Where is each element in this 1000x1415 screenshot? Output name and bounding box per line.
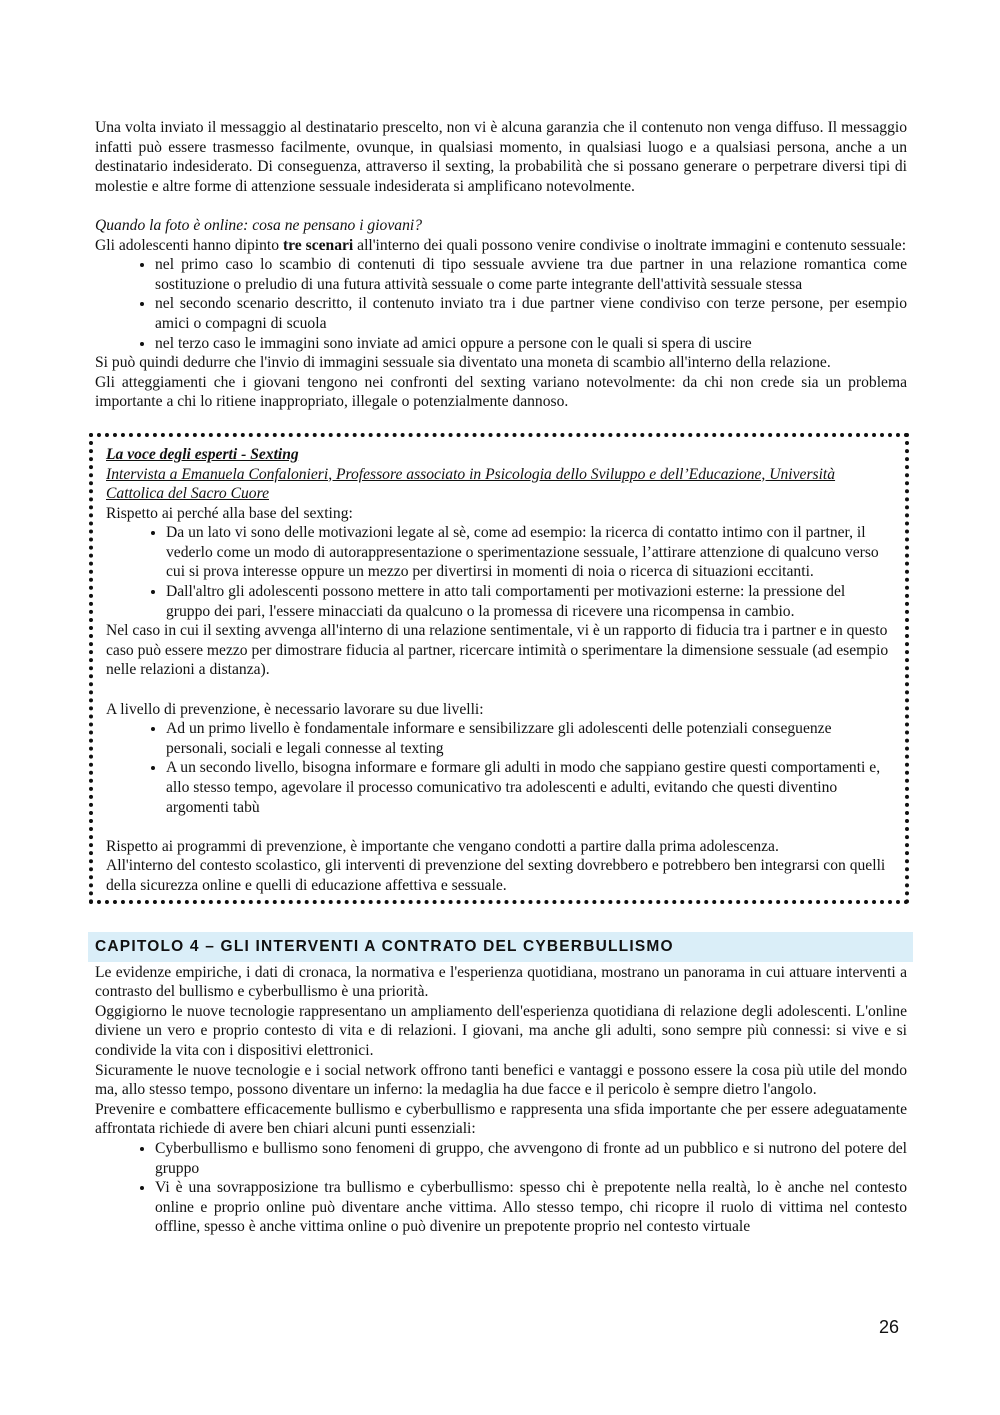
chapter-heading: CAPITOLO 4 – GLI INTERVENTI A CONTRATO DEL CYBERBULLISMO: [88, 932, 913, 962]
essential-points-list: [95, 1139, 907, 1237]
expert-reasons-intro: Rispetto ai perché alla base del sexting:: [106, 504, 353, 522]
list-item: • Da un lato vi sono delle motivazioni legate al sè, come ad esempio: la ricerca di contatto intimo con il partner, il vederlo come un modo di autorappresentazione o sperimentazione sessuale, l’attirare attenzione di qualcuno verso cui si prova interesse oppure un mezzo per divertirsi in momenti di noia o ricerca di situazioni eccitanti.: [166, 523, 893, 582]
youth-lead-text-end: all'interno dei quali possono venire condivise o inoltrate immagini e contenuto sessuale:: [353, 236, 907, 254]
chapter-paragraph: Oggigiorno le nuove tecnologie rappresentano un ampliamento dell'esperienza quotidiana di relazione degli adolescenti. L'online diviene un vero e proprio contesto di vita e di relazioni. I giovani, ma anche gli adulti, sono sempre più connessi: si vive e si condivide la vita con i dispositivi elettronici.: [95, 1002, 907, 1059]
youth-lead-emphasis: tre scenari: [282, 236, 354, 254]
spacer: [106, 817, 893, 837]
list-item: • nel secondo scenario descritto, il contenuto inviato tra i due partner viene condiviso con terze persone, per esempio amici o compagni di scuola: [155, 294, 907, 333]
youth-lead-text: Gli adolescenti hanno dipinto: [95, 236, 283, 254]
list-item: • nel terzo caso le immagini sono inviate ad amici oppure a persone con le quali si spera di uscire: [155, 334, 907, 354]
youth-heading: Quando la foto è online: cosa ne pensano i giovani?: [95, 216, 422, 234]
spacer: [106, 680, 893, 700]
expert-programs: Rispetto ai programmi di prevenzione, è importante che vengano condotti a partire dalla prima adolescenza.: [106, 837, 779, 855]
chapter-paragraph: Sicuramente le nuove tecnologie e i social network offrono tanti benefici e vantaggi e possono essere la cosa più utile del mondo ma, allo stesso tempo, possono diventare un inferno: la medaglia ha due facce e il pericolo è sempre dietro l'angolo.: [95, 1061, 907, 1099]
prevention-list: [106, 719, 893, 817]
scenario-list: [95, 255, 907, 353]
list-item: • Vi è una sovrapposizione tra bullismo e cyberbullismo: spesso chi è prepotente nella realtà, lo è anche nel contesto online e proprio online può diventare anche vittima. Allo stesso tempo, chi ricopre il ruolo di vittima nel contesto offline, spesso è anche vittima online o può divenire un prepotente proprio nel contesto virtuale: [155, 1178, 907, 1237]
document-page: [95, 118, 907, 1237]
list-item: • nel primo caso lo scambio di contenuti di tipo sessuale avviene tra due partner in una relazione romantica come sostituzione o preludio di una futura attività sessuale o come parte integrante dell'attività sessuale stessa: [155, 255, 907, 294]
intro-paragraph: Una volta inviato il messaggio al destinatario prescelto, non vi è alcuna garanzia che il contenuto non venga diffuso. Il messaggio infatti può essere trasmesso facilmente, ovunque, in qualsiasi momento, in qualsiasi luogo e a qualsiasi persona, anche a un destinatario indesiderato. Di conseguenza, attraverso il sexting, la probabilità che si possano generare o perpetrare diversi tipi di molestie e altre forme di attenzione sessuale indesiderata si amplificano notevolmente.: [95, 119, 907, 195]
expert-subtitle: Intervista a Emanuela Confalonieri, Professore associato in Psicologia dello Sviluppo e dell’Educazione, Università Cattolica del Sacro Cuore: [106, 465, 836, 503]
reasons-list: [106, 523, 893, 621]
expert-relationship: Nel caso in cui il sexting avvenga all'interno di una relazione sentimentale, vi è un rapporto di fiducia tra i partner e in questo caso può essere mezzo per dimostrare fiducia al partner, ricercare intimità o sperimentare la dimensione sessuale (ad esempio nelle relazioni a distanza).: [106, 622, 889, 679]
spacer: [95, 196, 907, 216]
youth-conclusion: Si può quindi dedurre che l'invio di immagini sessuale sia diventato una moneta di scambio all'interno della relazione.: [95, 354, 831, 372]
chapter-paragraph: Le evidenze empiriche, i dati di cronaca, la normativa e l'esperienza quotidiana, mostrano un panorama in cui attuare interventi a contrasto del bullismo e cyberbullismo è una priorità.: [95, 963, 907, 1001]
list-item: • Dall'altro gli adolescenti possono mettere in atto tali comportamenti per motivazioni esterne: la pressione del gruppo dei pari, l'essere minacciati da qualcuno o la promessa di ricevere una ricompensa in cambio.: [166, 582, 893, 621]
prevention-intro: A livello di prevenzione, è necessario lavorare su due livelli:: [106, 700, 484, 718]
list-item: • Cyberbullismo e bullismo sono fenomeni di gruppo, che avvengono di fronte ad un pubblico e si nutrono del potere del gruppo: [155, 1139, 907, 1178]
youth-lead: [95, 236, 907, 256]
list-item: • A un secondo livello, bisogna informare e formare gli adulti in modo che sappiano gestire questi comportamenti e, allo stesso tempo, agevolare il processo comunicativo tra adolescenti e adulti, evitando che questi diventino argomenti tabù: [166, 758, 893, 817]
youth-attitudes: Gli atteggiamenti che i giovani tengono nei confronti del sexting variano notevolmente: da chi non crede sia un problema importante a chi lo ritiene inappropriato, illegale o potenzialmente dannoso.: [95, 373, 907, 411]
list-item: • Ad un primo livello è fondamentale informare e sensibilizzare gli adolescenti delle potenziali conseguenze personali, sociali e legali connesse al texting: [166, 719, 893, 758]
page-number: 26: [879, 1317, 900, 1337]
chapter-body: [95, 963, 907, 1237]
chapter-paragraph: Prevenire e combattere efficacemente bullismo e cyberbullismo e rappresenta una sfida importante che per essere adeguatamente affrontata richiede di avere ben chiari alcuni punti essenziali:: [95, 1100, 907, 1138]
expert-school: All'interno del contesto scolastico, gli interventi di prevenzione del sexting dovrebbero e potrebbero ben integrarsi con quelli della sicurezza online e quelli di educazione affettiva e sessuale.: [106, 857, 886, 894]
expert-box: [89, 433, 909, 904]
expert-title: La voce degli esperti - Sexting: [106, 445, 299, 463]
